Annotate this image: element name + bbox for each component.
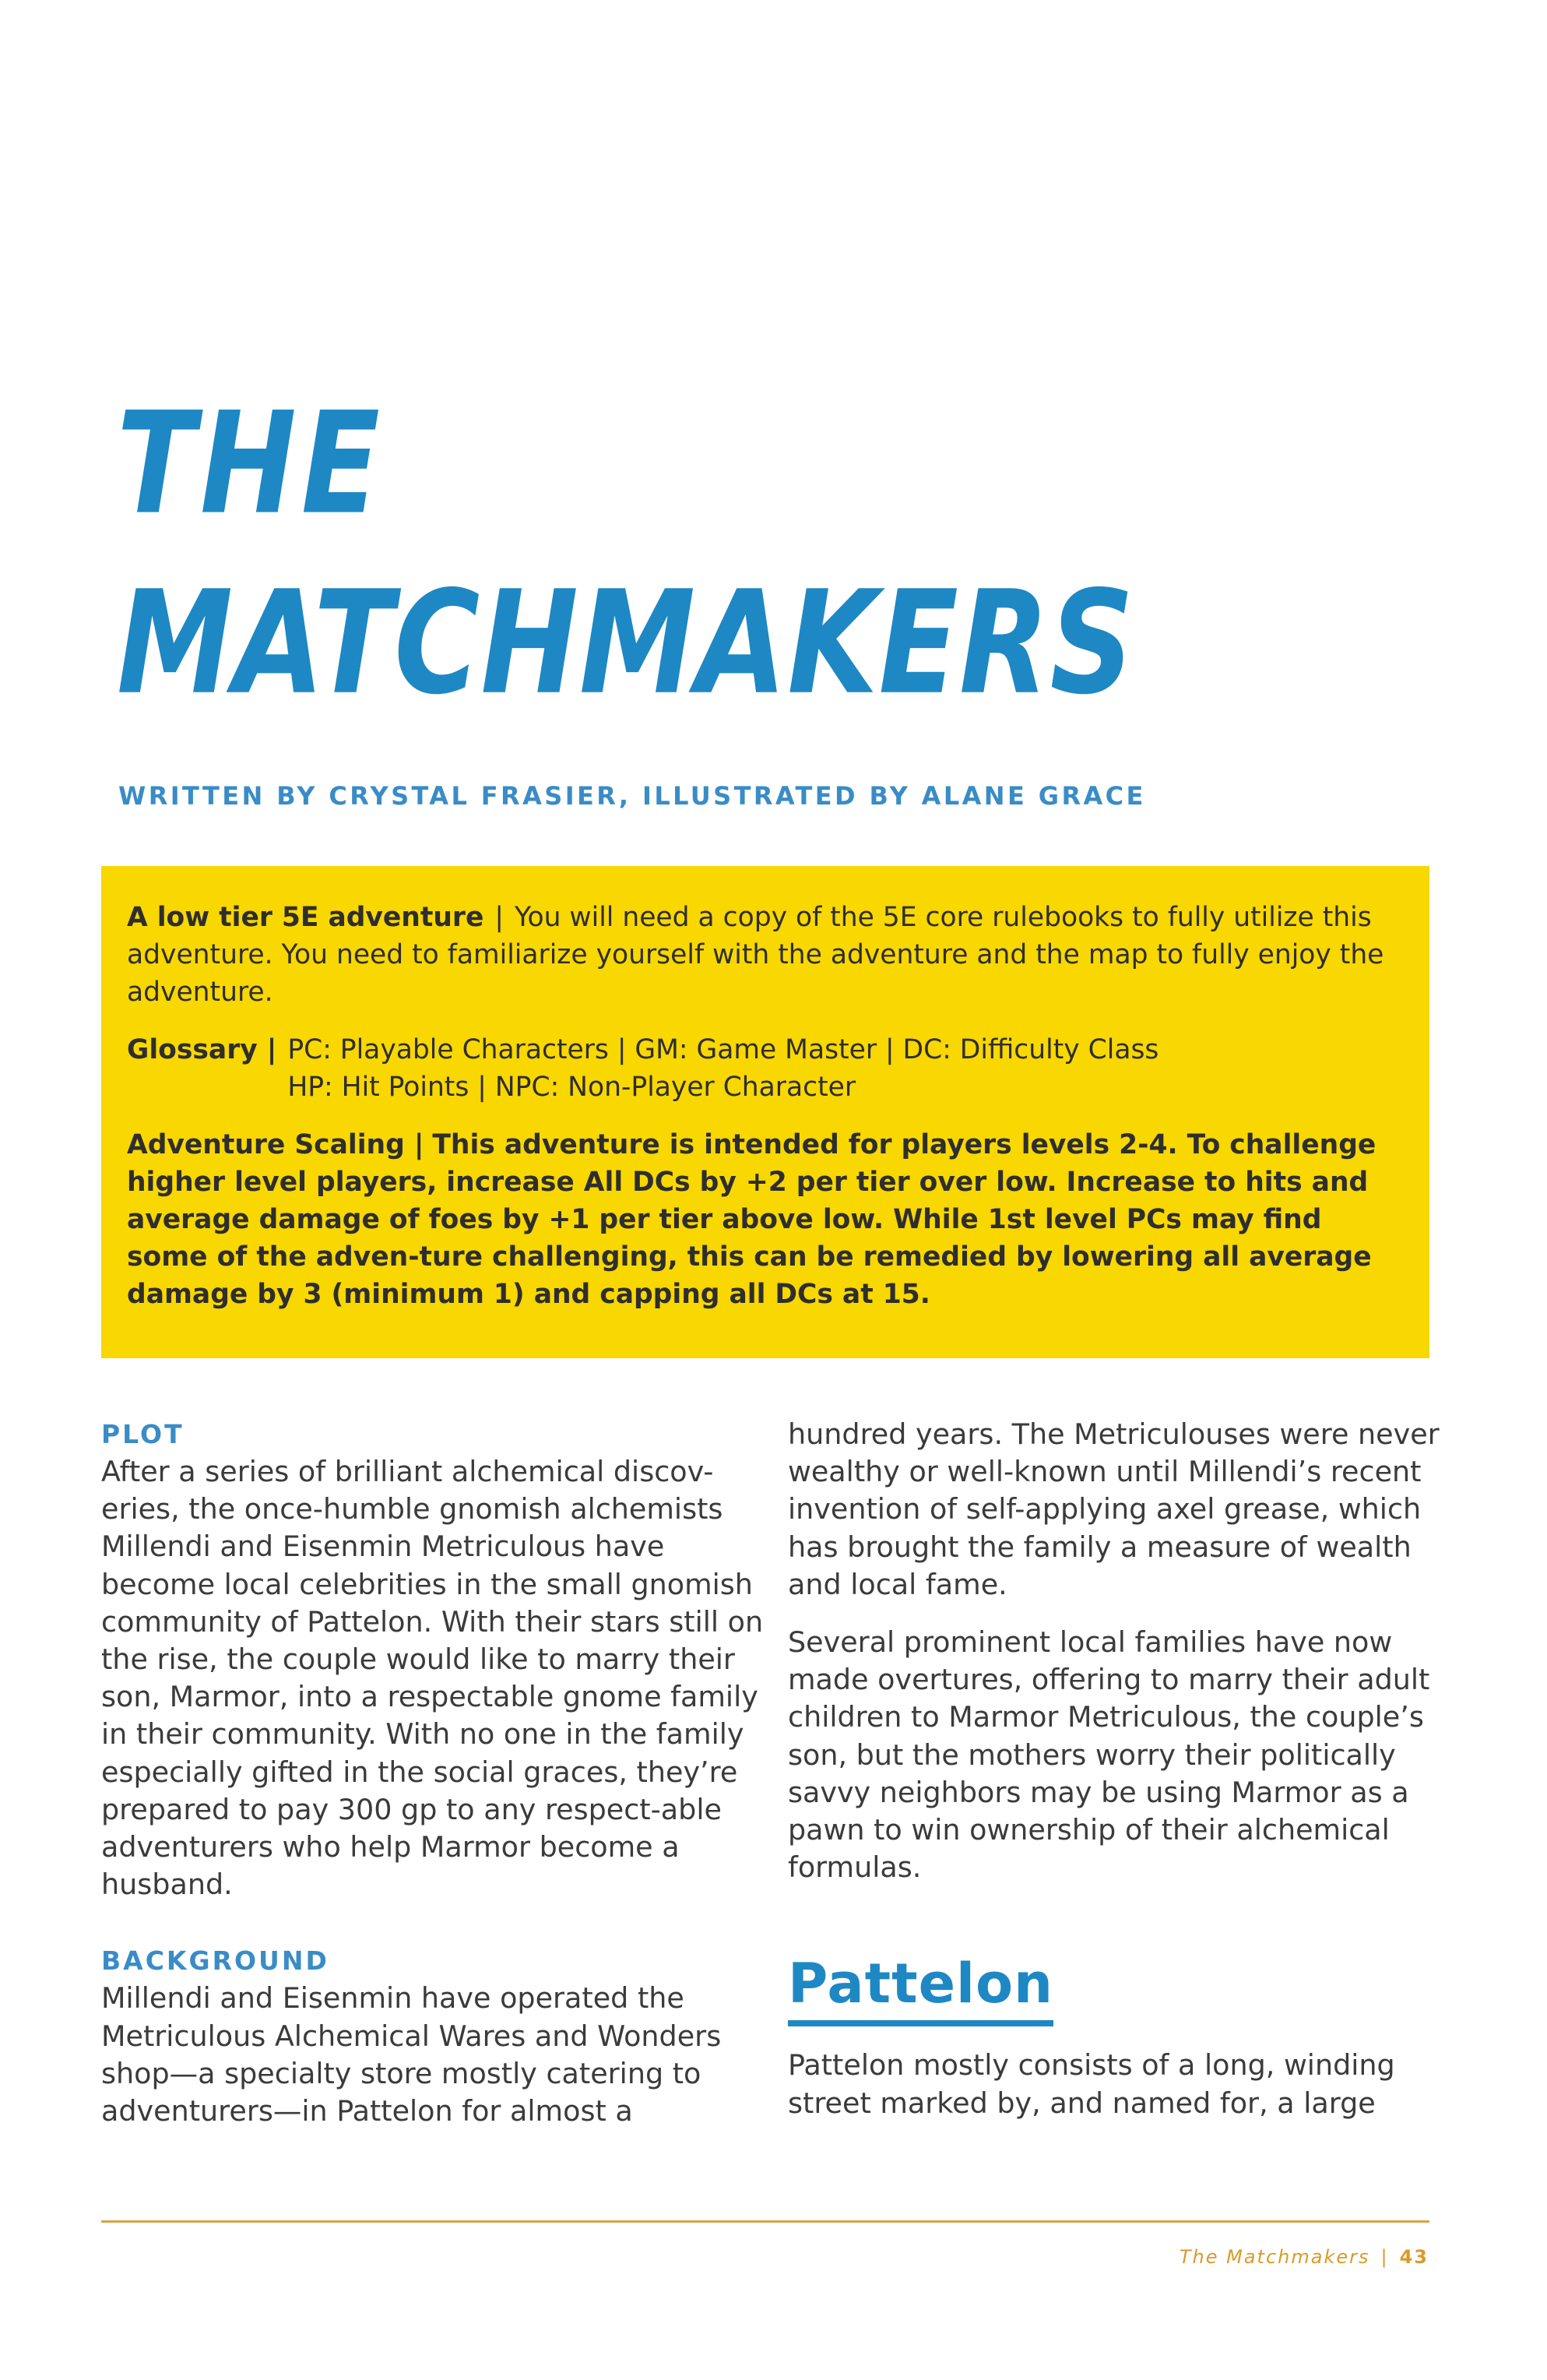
page-footer xyxy=(1180,2246,1429,2268)
byline: WRITTEN BY CRYSTAL FRASIER, ILLUSTRATED BY ALANE GRACE xyxy=(118,781,1146,811)
footer-rule xyxy=(101,2220,1429,2223)
glossary-items xyxy=(276,1031,1158,1106)
title-line-1: THE xyxy=(117,382,385,546)
scaling-label: Adventure Scaling | xyxy=(127,1129,424,1160)
scaling-text: This adventure is intended for players levels 2-4. To challenge higher level players, increase All DCs by +2 per tier over low. Increase to hits and average damage of foes by +1 per tier above low. While 1st level PCs may find some of the adven-ture challenging, this can be remedied by lowering all average damage by 3 (minimum 1) and capping all DCs at 15. xyxy=(127,1129,1376,1310)
footer-separator: | xyxy=(1380,2246,1389,2268)
right-column xyxy=(788,1416,1465,2142)
callout-intro xyxy=(127,899,1401,1011)
pattelon-heading: Pattelon xyxy=(788,1956,1053,2026)
plot-heading: PLOT xyxy=(101,1419,185,1449)
plot-text: After a series of brilliant alchemical discov-eries, the once-humble gnomish alchemists Millendi and Eisenmin Metriculous have become local celebrities in the small gnomish community of Pattelon. With their stars still on the rise, the couple would like to marry their son, Marmor, into a respectable gnome family in their community. With no one in the family especially gifted in the social graces, they’re prepared to pay 300 gp to any respect-able adventurers who help Marmor become a husband. xyxy=(101,1455,764,1902)
callout-intro-lead: A low tier 5E adventure xyxy=(127,902,484,933)
background-text: Millendi and Eisenmin have operated the Metriculous Alchemical Wares and Wonders shop—a specialty store mostly catering to adventurers—in Pattelon for almost a xyxy=(101,1981,722,2128)
right-para-1: hundred years. The Metriculouses were never wealthy or well-known until Millendi’s recent invention of self-applying axel grease, which has brought the family a measure of wealth and local fame. xyxy=(788,1417,1440,1601)
background-heading: BACKGROUND xyxy=(101,1945,329,1977)
title-line-2: MATCHMAKERS xyxy=(117,561,1135,727)
adventure-scaling xyxy=(127,1126,1401,1313)
page-number: 43 xyxy=(1399,2246,1429,2268)
right-para-3: Pattelon mostly consists of a long, winding street marked by, and named for, a large xyxy=(788,2048,1395,2120)
glossary-label: Glossary | xyxy=(127,1034,277,1065)
callout-intro-text: You will need a copy of the 5E core rulebooks to fully utilize this adventure. You need to familiarize yourself with the adventure and the map to fully enjoy the adventure. xyxy=(127,902,1384,1008)
callout-intro-separator: | xyxy=(494,902,504,933)
footer-title: The Matchmakers xyxy=(1179,2246,1370,2268)
glossary xyxy=(127,1031,1401,1106)
callout-box xyxy=(101,866,1429,1358)
left-column xyxy=(101,1416,779,2150)
right-para-2: Several prominent local families have now made overtures, offering to marry their adult children to Marmor Metriculous, the couple’s son, but the mothers worry their politically savvy neighbors may be using Marmor as a pawn to win ownership of their alchemical formulas. xyxy=(788,1625,1430,1885)
glossary-line-2: HP: Hit Points | NPC: Non-Player Character xyxy=(287,1072,856,1103)
glossary-line-1: PC: Playable Characters | GM: Game Master | DC: Difficulty Class xyxy=(287,1034,1159,1065)
